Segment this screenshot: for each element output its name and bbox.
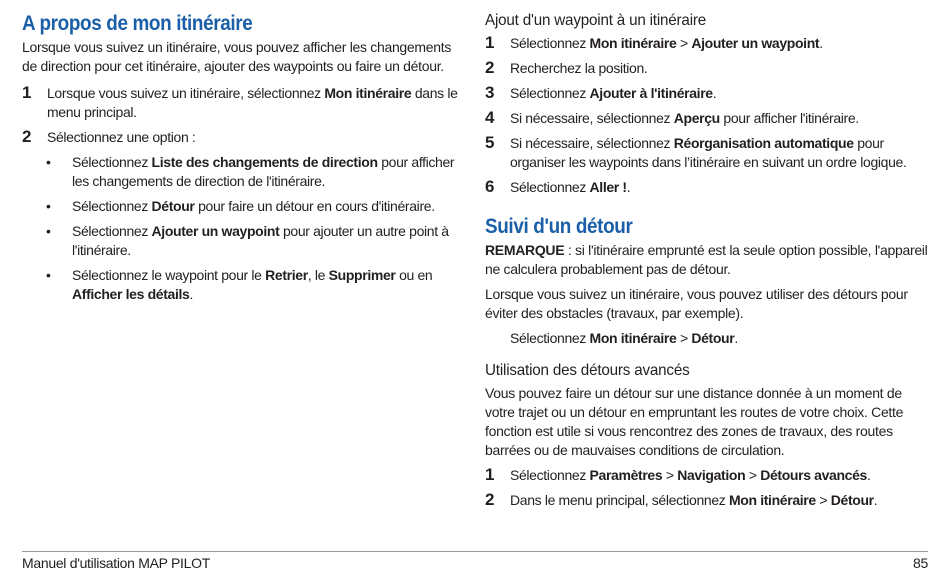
step-text: Recherchez la position. [510, 60, 648, 76]
wp-step-3 [485, 84, 930, 103]
step-text: pour afficher l'itinéraire. [719, 110, 859, 126]
bullet-text: Sélectionnez le waypoint pour le [72, 267, 266, 283]
menu-term: Mon itinéraire [728, 492, 816, 508]
step-text: pour organiser les waypoints dans l’itinéraire en suivant un ordre logique. [510, 135, 907, 170]
bullet-text: pour faire un détour en cours d'itinéraire. [194, 198, 435, 214]
menu-term: Réorganisation automatique [673, 135, 854, 151]
step-text: > [815, 492, 831, 508]
remark-label: REMARQUE [485, 242, 565, 258]
bullet-icon: • [46, 223, 51, 239]
menu-term: Aller ! [589, 179, 627, 195]
remark-text: : si l'itinéraire emprunté est la seule option possible, l'appareil ne calculera probablement pas de détour. [485, 242, 928, 277]
intro-paragraph: Lorsque vous suivez un itinéraire, vous pouvez afficher les changements de direction pour cet itinéraire, ajouter des waypoints ou faire un détour. [22, 39, 452, 74]
wp-step-6 [485, 178, 930, 197]
bullet-item [22, 266, 462, 304]
wp-step-2 [485, 59, 930, 78]
left-column [22, 12, 462, 310]
menu-term: Liste des changements de direction [151, 154, 378, 170]
menu-term: Mon itinéraire [589, 330, 677, 346]
step-text: . [626, 179, 631, 195]
menu-term: Paramètres [589, 467, 663, 483]
step-text: dans le menu principal. [47, 85, 458, 120]
bullet-item [22, 222, 462, 260]
step-text: . [734, 330, 738, 346]
detour-step [485, 329, 930, 348]
step-text: Si nécessaire, sélectionnez [510, 135, 674, 151]
manual-title: Manuel d'utilisation MAP PILOT [22, 555, 210, 571]
menu-term: Détour [830, 492, 874, 508]
section-title-detour: Suivi d'un détour [485, 215, 633, 238]
bullet-icon: • [46, 267, 51, 283]
adv-step-2 [485, 491, 930, 510]
bullet-text: ou en [395, 267, 433, 283]
step-text: Sélectionnez [510, 35, 590, 51]
detour-intro: Lorsque vous suivez un itinéraire, vous pouvez utiliser des détours pour éviter des obstacles (travaux, par exemple). [485, 286, 908, 321]
step-text: > [676, 330, 692, 346]
step-text: Sélectionnez une option : [47, 129, 196, 145]
bullet-text: , le [307, 267, 329, 283]
menu-term: Aperçu [673, 110, 720, 126]
step-number: 1 [485, 465, 495, 484]
heading-add-waypoint: Ajout d'un waypoint à un itinéraire [485, 12, 707, 29]
page-footer [22, 551, 928, 571]
step-text: . [873, 492, 878, 508]
step-text: . [819, 35, 823, 51]
bullet-text: pour ajouter un autre point à l'itinéraire. [72, 223, 449, 258]
step-text: > [745, 467, 761, 483]
wp-step-1 [485, 34, 930, 53]
step-text: Dans le menu principal, sélectionnez [510, 492, 729, 508]
step-text: > [676, 35, 692, 51]
remark-paragraph [485, 241, 930, 279]
adv-step-1 [485, 466, 930, 485]
menu-term: Détour [151, 198, 195, 214]
step-text: Sélectionnez [510, 467, 590, 483]
bullet-text: . [189, 286, 194, 302]
page-number: 85 [913, 555, 928, 571]
step-text: > [662, 467, 678, 483]
step-text: . [712, 85, 717, 101]
bullet-icon: • [46, 198, 51, 214]
step-text: Sélectionnez [510, 330, 590, 346]
menu-term: Mon itinéraire [324, 85, 412, 101]
step-number: 2 [485, 490, 495, 509]
step-1 [22, 84, 462, 122]
step-number: 5 [485, 133, 495, 152]
bullet-icon: • [46, 154, 51, 170]
wp-step-5 [485, 134, 930, 172]
bullet-text: Sélectionnez [72, 198, 152, 214]
bullet-text: Sélectionnez [72, 154, 152, 170]
menu-term: Supprimer [328, 267, 396, 283]
menu-term: Détour [691, 330, 735, 346]
menu-term: Détours avancés [760, 467, 867, 483]
bullet-text: Sélectionnez [72, 223, 152, 239]
advanced-intro: Vous pouvez faire un détour sur une distance donnée à un moment de votre trajet ou un détour en empruntant les routes de votre choix. Cette fonction est utile si vous rencontrez des zones de travaux, des routes barrées ou de mauvaises conditions de circulation. [485, 385, 904, 458]
menu-term: Ajouter à l'itinéraire [589, 85, 713, 101]
menu-term: Ajouter un waypoint [151, 223, 280, 239]
step-number: 1 [485, 33, 495, 52]
step-number: 6 [485, 177, 495, 196]
step-number: 1 [22, 83, 32, 102]
menu-term: Retrier [265, 267, 308, 283]
step-number: 4 [485, 108, 495, 127]
step-text: Lorsque vous suivez un itinéraire, sélectionnez [47, 85, 325, 101]
section-title-route: A propos de mon itinéraire [22, 12, 253, 35]
step-number: 2 [485, 58, 495, 77]
step-number: 2 [22, 127, 32, 146]
step-text: Sélectionnez [510, 179, 590, 195]
step-text: Sélectionnez [510, 85, 590, 101]
menu-term: Ajouter un waypoint [691, 35, 820, 51]
menu-term: Navigation [677, 467, 746, 483]
step-text: Si nécessaire, sélectionnez [510, 110, 674, 126]
menu-term: Afficher les détails [72, 286, 190, 302]
step-number: 3 [485, 83, 495, 102]
heading-advanced-detours: Utilisation des détours avancés [485, 362, 690, 379]
menu-term: Mon itinéraire [589, 35, 677, 51]
step-2 [22, 128, 462, 147]
step-text: . [867, 467, 871, 483]
wp-step-4 [485, 109, 930, 128]
bullet-item [22, 197, 462, 216]
bullet-item [22, 153, 462, 191]
right-column [485, 12, 930, 516]
bullet-text: pour afficher les changements de direction de l'itinéraire. [72, 154, 455, 189]
